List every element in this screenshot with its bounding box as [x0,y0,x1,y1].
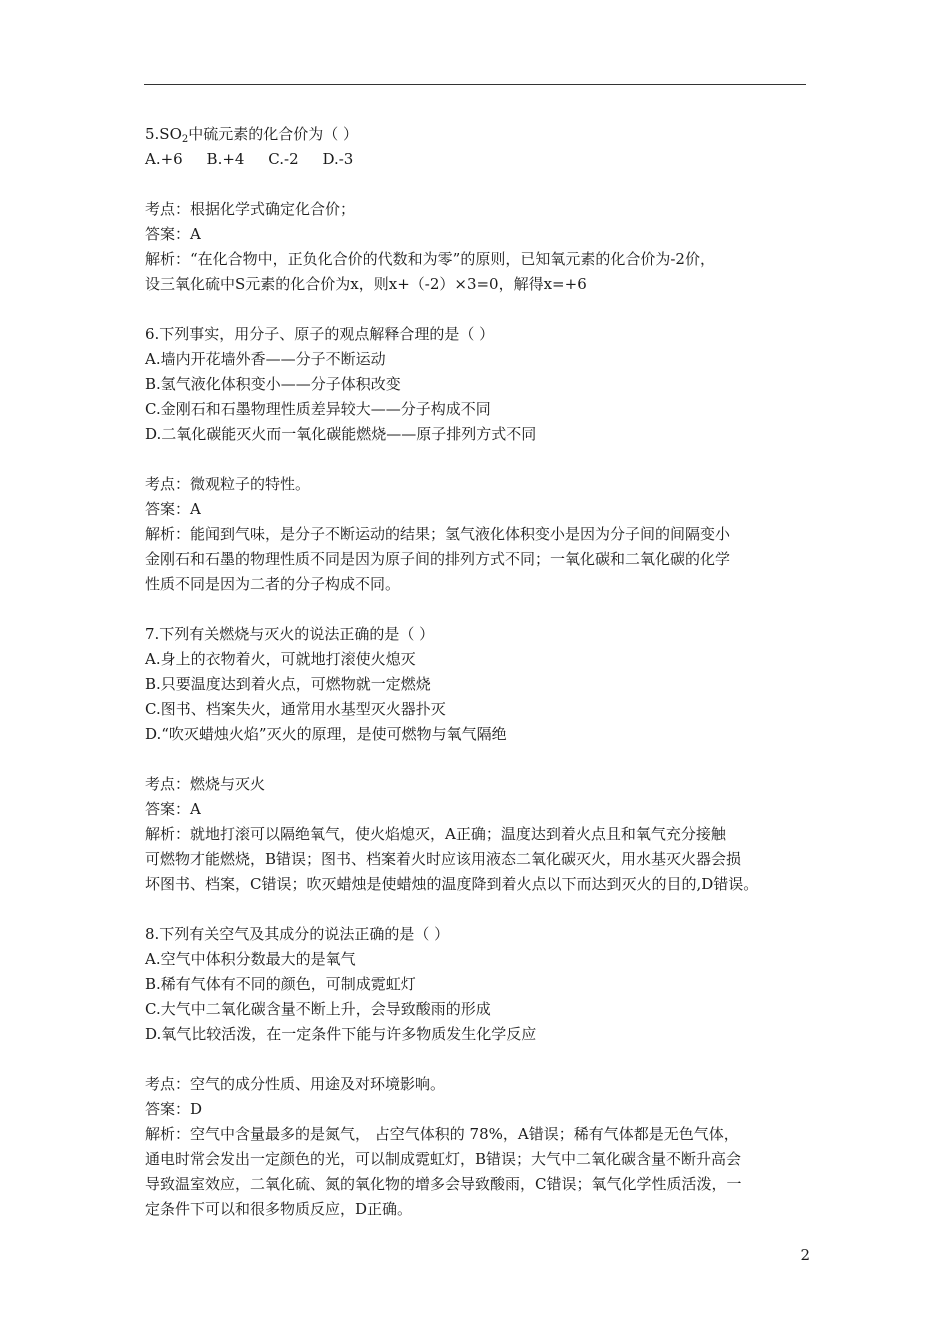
analysis-line: 解析：空气中含量最多的是氮气， 占空气体积的 78%，A错误；稀有气体都是无色气体， [145,1125,739,1143]
question-options: A.+6 B.+4 C.-2 D.-3 [145,150,354,168]
knowledge-point: 考点：微观粒子的特性。 [145,475,311,493]
option-c: C.图书、档案失火，通常用水基型灭火器扑灭 [145,700,446,718]
analysis-line: 解析：就地打滚可以隔绝氧气，使火焰熄灭，A正确；温度达到着火点且和氧气充分接触 [145,825,726,843]
question-7 [145,622,815,897]
analysis-line: 解析：“在化合物中，正负化合价的代数和为零”的原则，已知氧元素的化合价为-2价， [145,250,715,268]
option-d: D.氧气比较活泼，在一定条件下能与许多物质发生化学反应 [145,1025,537,1043]
analysis-line: 性质不同是因为二者的分子构成不同。 [145,575,401,593]
option-c: C.金刚石和石墨物理性质差异较大——分子构成不同 [145,400,491,418]
option-b: B.氢气液化体积变小——分子体积改变 [145,375,401,393]
answer: 答案：A [145,800,201,818]
question-stem: $5.SO_2$中硫元素的化合价为（ ） [145,125,359,145]
answer: 答案：D [145,1100,203,1118]
analysis-line: 坏图书、档案，C错误；吹灭蜡烛是使蜡烛的温度降到着火点以下而达到灭火的目的,D错误。 [145,875,759,893]
question-stem: 6.下列事实，用分子、原子的观点解释合理的是（ ） [145,325,495,343]
knowledge-point: 考点：根据化学式确定化合价； [145,200,356,218]
option-b: B.只要温度达到着火点，可燃物就一定燃烧 [145,675,431,693]
header-rule [144,84,806,85]
question-6 [145,322,815,597]
question-stem: 7.下列有关燃烧与灭火的说法正确的是（ ） [145,625,435,643]
analysis-line: 定条件下可以和很多物质反应，D正确。 [145,1200,413,1218]
question-stem: 8.下列有关空气及其成分的说法正确的是（ ） [145,925,450,943]
option-c: C.大气中二氧化碳含量不断上升，会导致酸雨的形成 [145,1000,491,1018]
page-number: 2 [800,1246,810,1264]
analysis-line: 金刚石和石墨的物理性质不同是因为原子间的排列方式不同；一氧化碳和二氧化碳的化学 [145,550,731,568]
analysis-line: 通电时常会发出一定颜色的光，可以制成霓虹灯，B错误；大气中二氧化碳含量不断升高会 [145,1150,742,1168]
option-a: A.墙内开花墙外香——分子不断运动 [145,350,386,368]
option-a: A.身上的衣物着火，可就地打滚使火熄灭 [145,650,416,668]
option-a: A.空气中体积分数最大的是氧气 [145,950,356,968]
knowledge-point: 考点：空气的成分性质、用途及对环境影响。 [145,1075,446,1093]
analysis-line: 可燃物才能燃烧，B错误；图书、档案着火时应该用液态二氧化碳灭火，用水基灭火器会损 [145,850,742,868]
question-5 [145,122,815,297]
option-d: D.“吹灭蜡烛火焰”灭火的原理，是使可燃物与氧气隔绝 [145,725,507,743]
analysis-line: 导致温室效应，二氧化硫、氮的氧化物的增多会导致酸雨，C错误；氧气化学性质活泼，一 [145,1175,742,1193]
answer: 答案：A [145,225,201,243]
option-b: B.稀有气体有不同的颜色，可制成霓虹灯 [145,975,416,993]
analysis-line: 解析：能闻到气味，是分子不断运动的结果；氢气液化体积变小是因为分子间的间隔变小 [145,525,731,543]
knowledge-point: 考点：燃烧与灭火 [145,775,266,793]
option-d: D.二氧化碳能灭火而一氧化碳能燃烧——原子排列方式不同 [145,425,537,443]
analysis-line: 设三氧化硫中S元素的化合价为x，则x+（-2）×3=0，解得x=+6 [145,275,587,293]
question-8 [145,922,815,1222]
document-body [145,122,815,1222]
answer: 答案：A [145,500,201,518]
